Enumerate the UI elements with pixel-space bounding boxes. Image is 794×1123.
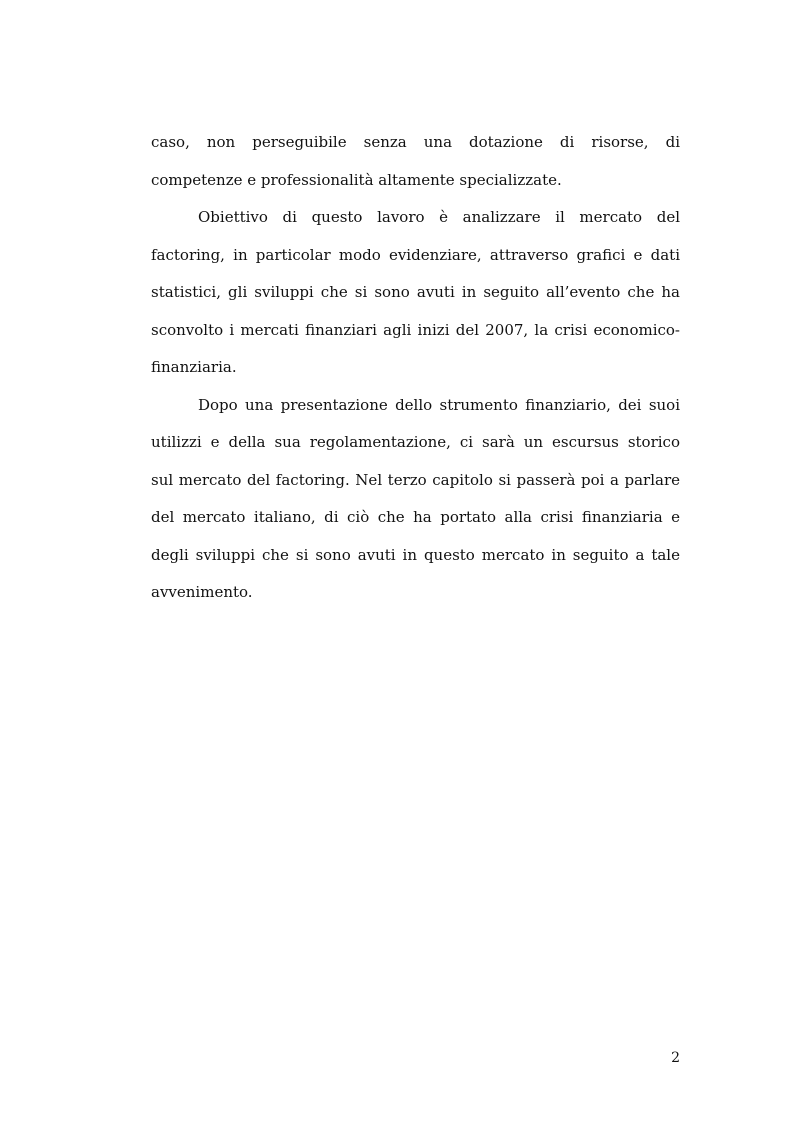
- text-line: sul mercato del factoring. Nel terzo capitolo si passerà poi a parlare: [151, 470, 680, 489]
- text-line: utilizzi e della sua regolamentazione, ci sarà un escursus storico: [151, 433, 680, 451]
- text-line: caso, non perseguibile senza una dotazione di risorse, di: [151, 133, 680, 151]
- page-number: 2: [671, 1050, 680, 1066]
- text-line: statistici, gli sviluppi che si sono avuti in seguito all’evento che ha: [151, 283, 680, 301]
- text-line: sconvolto i mercati finanziari agli inizi del 2007, la crisi economico-: [151, 320, 680, 339]
- text-line: competenze e professionalità altamente specializzate.: [151, 170, 562, 189]
- text-line: finanziaria.: [151, 358, 237, 376]
- text-line: Dopo una presentazione dello strumento finanziario, dei suoi: [198, 395, 680, 414]
- text-line: avvenimento.: [151, 583, 253, 601]
- text-line: del mercato italiano, di ciò che ha portato alla crisi finanziaria e: [151, 508, 680, 526]
- text-line: degli sviluppi che si sono avuti in questo mercato in seguito a tale: [151, 545, 680, 564]
- body-text: [151, 124, 680, 612]
- text-line: Obiettivo di questo lavoro è analizzare il mercato del: [198, 208, 680, 226]
- text-line: factoring, in particolar modo evidenziare, attraverso grafici e dati: [151, 245, 680, 264]
